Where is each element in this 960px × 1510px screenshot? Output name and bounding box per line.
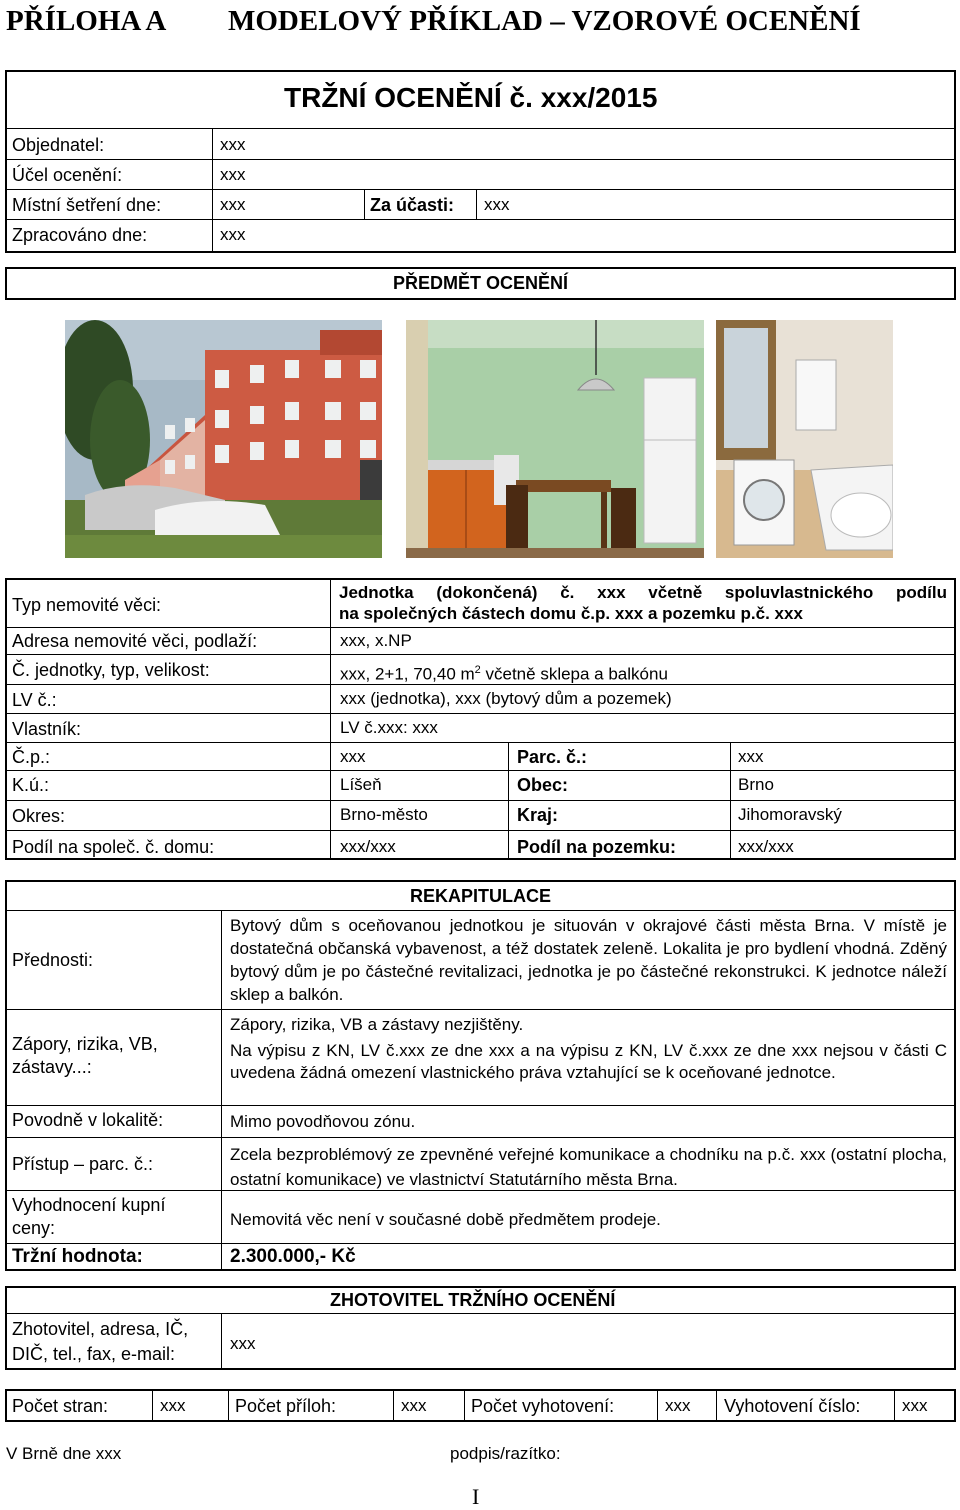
ucast-value: xxx xyxy=(484,195,510,214)
obec-label: Obec: xyxy=(517,775,569,795)
kitchen-photo xyxy=(406,320,704,558)
zhotovitel-heading: ZHOTOVITEL TRŽNÍHO OCENĚNÍ xyxy=(330,1290,616,1310)
ucast-label: Za účasti: xyxy=(370,195,455,215)
typ-value-line1: Jednotka (dokončená) č. xxx včetně spoluvlastnického podílu xyxy=(339,583,947,602)
okres-value: Brno-město xyxy=(340,805,428,824)
obec-value: Brno xyxy=(738,775,774,794)
typ-label: Typ nemovité věci: xyxy=(12,595,162,615)
lv-value: xxx (jednotka), xxx (bytový dům a pozemek) xyxy=(340,689,672,708)
jednotka-value-sup: 2 xyxy=(474,664,481,676)
parc-label: Parc. č.: xyxy=(517,747,588,767)
vyhotoveni-value: xxx xyxy=(665,1396,691,1415)
priloh-label: Počet příloh: xyxy=(235,1396,337,1416)
podil-poz-label: Podíl na pozemku: xyxy=(517,837,677,857)
jednotka-value-rest: včetně sklepa a balkónu xyxy=(480,664,668,684)
ku-label: K.ú.: xyxy=(12,775,50,795)
zapory-text2: Na výpisu z KN, LV č.xxx ze dne xxx a na výpisu z KN, LV č.xxx ze dne xxx nejsou v části C uvedena žádná omezení vlastnického práva vztahující se k oceňované jednotce. xyxy=(230,1041,947,1082)
vyhotoveni-label: Počet vyhotovení: xyxy=(471,1396,615,1416)
trzni-label: Tržní hodnota: xyxy=(12,1246,143,1267)
okres-label: Okres: xyxy=(12,806,66,826)
cislo-value: xxx xyxy=(902,1396,928,1415)
cislo-label: Vyhotovení číslo: xyxy=(724,1396,861,1416)
typ-value-line2: na společných částech domu č.p. xxx a pozemku p.č. xxx xyxy=(339,604,803,623)
report-title: TRŽNÍ OCENĚNÍ č. xxx/2015 xyxy=(284,82,658,113)
adresa-value: xxx, x.NP xyxy=(340,631,412,650)
ucel-value: xxx xyxy=(220,165,246,184)
zpracovano-label: Zpracováno dne: xyxy=(12,225,148,245)
povodne-label: Povodně v lokalitě: xyxy=(12,1110,164,1130)
place-date: V Brně dne xxx xyxy=(6,1444,122,1463)
stran-label: Počet stran: xyxy=(12,1396,109,1416)
setreni-label: Místní šetření dne: xyxy=(12,195,162,215)
zhotovitel-label: Zhotovitel, adresa, IČ, DIČ, tel., fax, e-mail: xyxy=(12,1319,189,1364)
page-header-left: PŘÍLOHA A xyxy=(6,5,167,37)
zpracovano-value: xxx xyxy=(220,225,246,244)
cp-value: xxx xyxy=(340,747,366,766)
bathroom-photo xyxy=(716,320,893,558)
priloh-value: xxx xyxy=(401,1396,427,1415)
podil-poz-value: xxx/xxx xyxy=(738,837,794,856)
jednotka-value-main: xxx, 2+1, 70,40 m xyxy=(340,664,475,684)
building-photo xyxy=(65,320,382,558)
rekapitulace-heading: REKAPITULACE xyxy=(409,886,551,906)
page-header-right: MODELOVÝ PŘÍKLAD – VZOROVÉ OCENĚNÍ xyxy=(228,5,861,37)
kraj-label: Kraj: xyxy=(517,805,559,825)
jednotka-label: Č. jednotky, typ, velikost: xyxy=(12,660,210,680)
setreni-value: xxx xyxy=(220,195,246,214)
kraj-value: Jihomoravský xyxy=(738,805,842,824)
cp-label: Č.p.: xyxy=(12,747,51,767)
povodne-text: Mimo povodňovou zónu. xyxy=(230,1112,416,1131)
pristup-text: Zcela bezproblémový ze zpevněné veřejné komunikace a chodníku na p.č. xxx (ostatní plocha, ostatní komunikace) ve vlastnictví Statutárního města Brna. xyxy=(230,1145,947,1189)
zhotovitel-value: xxx xyxy=(230,1334,256,1353)
zapory-label: Zápory, rizika, VB, zástavy...: xyxy=(12,1034,158,1077)
pristup-label: Přístup – parc. č.: xyxy=(12,1154,154,1174)
parc-value: xxx xyxy=(738,747,764,766)
trzni-value: 2.300.000,- Kč xyxy=(230,1246,356,1267)
vlastnik-label: Vlastník: xyxy=(12,719,82,739)
vyhodnoceni-label: Vyhodnocení kupní ceny: xyxy=(12,1195,166,1238)
lv-label: LV č.: xyxy=(12,690,57,710)
zapory-text1: Zápory, rizika, VB a zástavy nezjištěny. xyxy=(230,1015,524,1034)
objednatel-label: Objednatel: xyxy=(12,135,105,155)
objednatel-value: xxx xyxy=(220,135,246,154)
stran-value: xxx xyxy=(160,1396,186,1415)
page-number: I xyxy=(472,1484,480,1509)
predmet-heading: PŘEDMĚT OCENĚNÍ xyxy=(392,273,569,293)
prednosti-label: Přednosti: xyxy=(12,950,94,970)
vlastnik-value: LV č.xxx: xxx xyxy=(340,718,438,737)
jednotka-value xyxy=(340,659,668,686)
vyhodnoceni-text: Nemovitá věc není v současné době předmětem prodeje. xyxy=(230,1210,661,1229)
adresa-label: Adresa nemovité věci, podlaží: xyxy=(12,631,258,651)
signature-label: podpis/razítko: xyxy=(450,1444,561,1463)
podil-dom-value: xxx/xxx xyxy=(340,837,396,856)
ucel-label: Účel ocenění: xyxy=(12,165,123,185)
prednosti-text: Bytový dům s oceňovanou jednotkou je situován v okrajové části města Brna. V místě je dostatečná občanská vybavenost, a též dostatek zeleně. Lokalita je pro bydlení vhodná. Zděný bytový dům je po částečné revitalizaci, jednotka je po částečné rekonstrukci. K jednotce náleží sklep a balkón. xyxy=(230,916,947,1004)
ku-value: Líšeň xyxy=(340,775,382,794)
podil-dom-label: Podíl na společ. č. domu: xyxy=(12,837,215,857)
